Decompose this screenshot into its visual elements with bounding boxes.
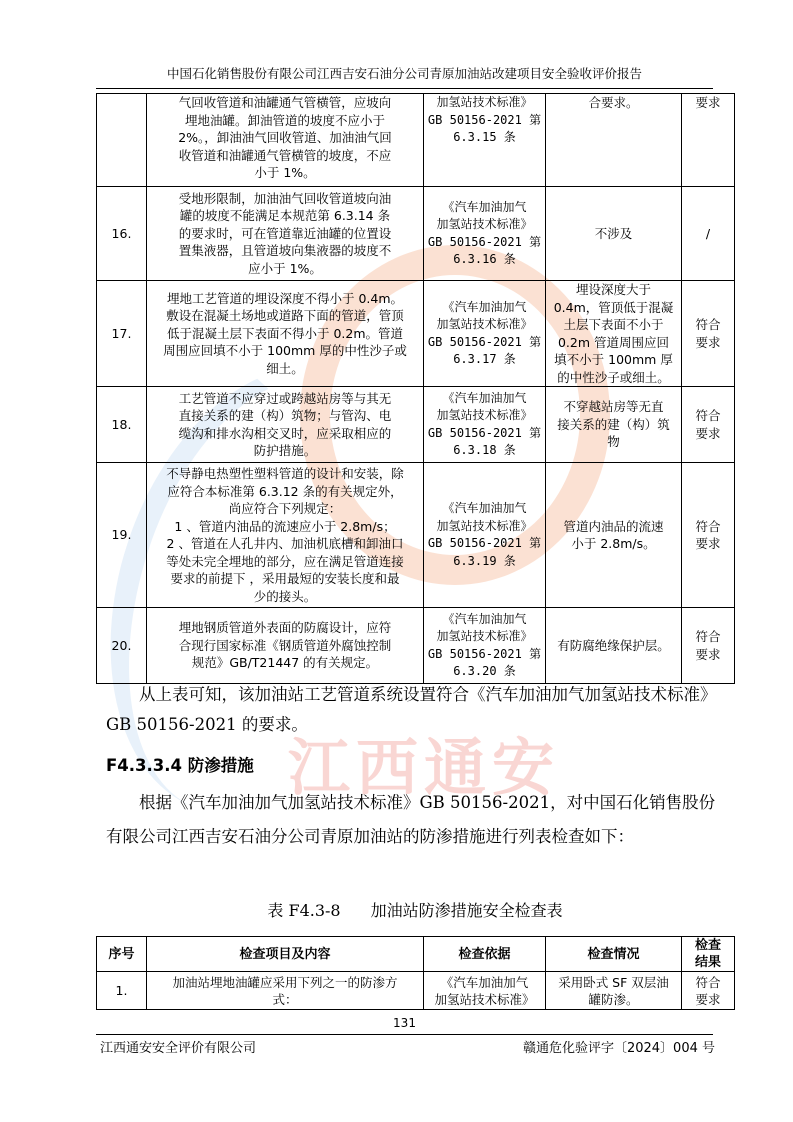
check-content: 不导静电热塑性塑料管道的设计和安装，除 应符合本标准第 6.3.12 条的有关规定外， 尚应符合下列规定： 1 、管道内油品的流速应小于 2.8m/s； 2 、管道在人孔井内、加油机底槽和卸油口 等处未完全埋地的部分，应在满足管道连接 要求的前提下 ，采用最短的安装长度和最 少的接头。 xyxy=(147,463,424,608)
check-status: 不穿越站房等无直 接关系的建（构）筑 物 xyxy=(546,387,682,463)
header-status: 检查情况 xyxy=(546,937,682,972)
table-row xyxy=(97,94,735,187)
section-heading: F4.3.3.4 防渗措施 xyxy=(106,756,254,775)
footer-company: 江西通安安全评价有限公司 xyxy=(100,1041,257,1056)
row-number: 1. xyxy=(97,972,147,1010)
check-status: 不涉及 xyxy=(546,187,682,281)
conclusion-paragraph: 从上表可知，该加油站工艺管道系统设置符合《汽车加油加气加氢站技术标准》GB 50156-2021 的要求。 xyxy=(106,685,717,734)
check-content: 气回收管道和油罐通气管横管，应坡向 埋地油罐。卸油管道的坡度不应小于 2%。，卸油油气回收管道、加油油气回 收管道和油罐通气管横管的坡度，不应 小于 1%。 xyxy=(147,94,424,187)
header-content: 检查项目及内容 xyxy=(147,937,424,972)
table-caption xyxy=(96,898,734,921)
check-content: 埋地工艺管道的埋设深度不得小于 0.4m。 敷设在混凝土场地或道路下面的管道，管顶 低于混凝土层下表面不得小于 0.2m。管道 周围应回填不小于 100mm 厚的中性沙子或 细土。 xyxy=(147,281,424,387)
check-result: 要求 xyxy=(682,94,735,187)
check-result: 符合 要求 xyxy=(682,463,735,608)
check-content: 受地形限制，加油油气回收管道坡向油 罐的坡度不能满足本规范第 6.3.14 条 的要求时，可在管道靠近油罐的位置设 置集液器，且管道坡向集液器的坡度不 应小于 1%。 xyxy=(147,187,424,281)
table-row xyxy=(97,187,735,281)
check-basis: 《汽车加油加气 加氢站技术标准》 xyxy=(424,972,546,1010)
footer-divider xyxy=(96,1034,713,1035)
check-status: 管道内油品的流速 小于 2.8m/s。 xyxy=(546,463,682,608)
check-result: 符合 要求 xyxy=(682,608,735,684)
row-number: 18. xyxy=(97,387,147,463)
seepage-check-table xyxy=(96,936,735,1010)
check-basis: 《汽车加油加气 加氢站技术标准》 GB 50156-2021 第 6.3.19 条 xyxy=(424,463,546,608)
page-number: 131 xyxy=(393,1016,416,1030)
check-content: 工艺管道不应穿过或跨越站房等与其无 直接关系的建（构）筑物；与管沟、电 缆沟和排水沟相交叉时，应采取相应的 防护措施。 xyxy=(147,387,424,463)
table-row xyxy=(97,387,735,463)
intro-paragraph: 根据《汽车加油加气加氢站技术标准》GB 50156-2021，对中国石化销售股份有限公司江西吉安石油分公司青原加油站的防渗措施进行列表检查如下： xyxy=(106,793,716,846)
check-basis: 《汽车加油加气 加氢站技术标准》 GB 50156-2021 第 6.3.16 条 xyxy=(424,187,546,281)
check-status: 采用卧式 SF 双层油 罐防渗。 xyxy=(546,972,682,1010)
check-basis: 《汽车加油加气 加氢站技术标准》 GB 50156-2021 第 6.3.20 条 xyxy=(424,608,546,684)
table-row xyxy=(97,463,735,608)
header-result: 检查 结果 xyxy=(682,937,735,972)
check-result: 符合 要求 xyxy=(682,387,735,463)
table-row xyxy=(97,608,735,684)
check-status: 合要求。 xyxy=(546,94,682,187)
check-basis: 《汽车加油加气 加氢站技术标准》 GB 50156-2021 第 6.3.18 条 xyxy=(424,387,546,463)
check-result: 符合 要求 xyxy=(682,972,735,1010)
check-content: 埋地钢质管道外表面的防腐设计，应符 合现行国家标准《钢质管道外腐蚀控制 规范》GB/T21447 的有关规定。 xyxy=(147,608,424,684)
check-basis: 加氢站技术标准》 GB 50156-2021 第 6.3.15 条 xyxy=(424,94,546,187)
check-result: 符合 要求 xyxy=(682,281,735,387)
row-number: 17. xyxy=(97,281,147,387)
check-table-continued xyxy=(96,93,735,684)
check-status: 有防腐绝缘保护层。 xyxy=(546,608,682,684)
table-row xyxy=(97,972,735,1010)
page-header: 中国石化销售股份有限公司江西吉安石油分公司青原加油站改建项目安全验收评价报告 xyxy=(96,63,713,89)
table-caption-number: 表 F4.3-8 xyxy=(267,901,341,920)
check-basis: 《汽车加油加气 加氢站技术标准》 GB 50156-2021 第 6.3.17 条 xyxy=(424,281,546,387)
table-header-row xyxy=(97,937,735,972)
header-basis: 检查依据 xyxy=(424,937,546,972)
header-no: 序号 xyxy=(97,937,147,972)
row-number: 16. xyxy=(97,187,147,281)
watermark-text: 江西通安 xyxy=(288,731,561,804)
table-row xyxy=(97,281,735,387)
row-number: 19. xyxy=(97,463,147,608)
table-caption-title: 加油站防渗措施安全检查表 xyxy=(370,901,563,920)
row-number xyxy=(97,94,147,187)
check-status: 埋设深度大于 0.4m，管顶低于混凝 土层下表面不小于 0.2m 管道周围应回 填不小于 100mm 厚 的中性沙子或细土。 xyxy=(546,281,682,387)
check-content: 加油站埋地油罐应采用下列之一的防渗方 式： xyxy=(147,972,424,1010)
check-result: / xyxy=(682,187,735,281)
row-number: 20. xyxy=(97,608,147,684)
footer-doc-number: 赣通危化验评字〔2024〕004 号 xyxy=(522,1041,715,1056)
